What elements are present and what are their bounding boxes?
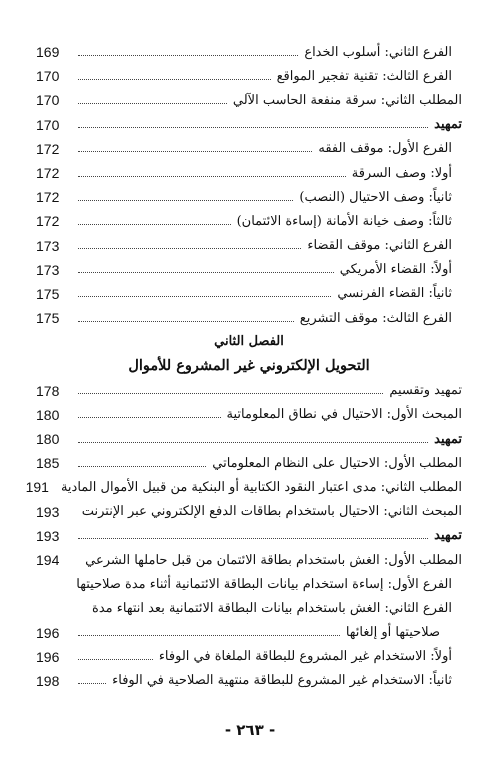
dot-leader <box>78 466 206 467</box>
toc-entry <box>36 185 462 209</box>
toc-entry-page: 196 <box>36 624 60 641</box>
toc-entry-page: 175 <box>36 310 60 327</box>
toc-entry <box>36 524 462 548</box>
toc-entry-title: صلاحيتها أو إلغائها <box>345 625 440 641</box>
toc-entry-title: ثانياً: الاستخدام غير المشروع للبطاقة منتهية الصلاحية في الوفاء <box>112 673 452 689</box>
dot-leader <box>78 659 153 660</box>
toc-entry-page: 169 <box>36 44 60 61</box>
toc-entry-title: تمهيد <box>434 528 462 544</box>
toc-entry-title: المطلب الثاني: سرقة منفعة الحاسب الآلي <box>232 92 462 108</box>
toc-entry <box>36 258 462 282</box>
dot-leader <box>78 103 227 104</box>
toc-entry-title: ثالثاً: وصف خيانة الأمانة (إساءة الائتمان) <box>236 213 452 229</box>
dot-leader <box>78 683 106 684</box>
toc-entry-title: أولاً: القضاء الأمريكي <box>339 262 452 278</box>
toc-entry-page: 196 <box>36 648 60 665</box>
toc-entry-title: المطلب الأول: الغش باستخدام بطاقة الائتمان من قبل حاملها الشرعي <box>85 552 462 568</box>
toc-entry-page: 193 <box>36 503 60 520</box>
toc-entry-page: 191 <box>25 479 49 496</box>
toc-entry-title: تمهيد <box>434 431 462 447</box>
toc-entry-title: الفرع الثالث: موقف التشريع <box>299 310 452 326</box>
toc-entry <box>36 451 462 475</box>
toc-entry-title: أولاً: الاستخدام غير المشروع للبطاقة الملغاة في الوفاء <box>158 649 452 665</box>
dot-leader <box>78 272 334 273</box>
toc-section-1 <box>36 40 462 330</box>
toc-entry-page: 180 <box>36 431 60 448</box>
toc-entry-page: 180 <box>36 406 60 423</box>
page-number-footer: - ٢٦٣ - <box>224 721 276 739</box>
toc-entry <box>36 500 462 524</box>
toc-entry-page: 194 <box>36 552 60 569</box>
toc-entry-title: المطلب الثاني: مدى اعتبار النقود الكتابية أو البنكية من قبيل الأموال المادية <box>60 479 462 495</box>
toc-entry-page: 172 <box>36 140 60 157</box>
toc-entry <box>25 475 462 499</box>
toc-entry <box>36 596 462 620</box>
dot-leader <box>78 296 331 297</box>
toc-entry <box>36 88 462 112</box>
dot-leader <box>78 538 428 539</box>
toc-entry-page: 170 <box>36 92 60 109</box>
toc-entry-page: 173 <box>36 261 60 278</box>
chapter-title: التحويل الإلكتروني غير المشروع للأموال <box>128 357 370 375</box>
toc-entry-title: المبحث الأول: الاحتيال في نطاق المعلوماتية <box>226 407 462 423</box>
dot-leader <box>78 200 293 201</box>
toc-entry <box>36 306 462 330</box>
toc-entry-page: 178 <box>36 382 60 399</box>
dot-leader <box>78 151 312 152</box>
toc-entry-page: 175 <box>36 285 60 302</box>
dot-leader <box>78 248 301 249</box>
toc-entry-page: 172 <box>36 189 60 206</box>
toc-entry <box>36 379 462 403</box>
dot-leader <box>78 635 340 636</box>
toc-section-2 <box>25 379 462 693</box>
toc-entry <box>36 161 462 185</box>
toc-entry <box>36 669 462 693</box>
toc-entry-title: تمهيد <box>434 117 462 133</box>
toc-entry-page: 172 <box>36 165 60 182</box>
toc-entry <box>36 645 462 669</box>
toc-entry <box>36 137 462 161</box>
toc-entry <box>36 64 462 88</box>
dot-leader <box>78 55 298 56</box>
toc-entry-page: 185 <box>36 455 60 472</box>
toc-entry <box>36 572 462 596</box>
toc-entry-title: تمهيد وتقسيم <box>389 383 462 399</box>
toc-entry-page: 173 <box>36 237 60 254</box>
table-of-contents <box>25 40 462 693</box>
toc-entry <box>36 548 462 572</box>
toc-entry <box>36 234 462 258</box>
dot-leader <box>78 79 271 80</box>
toc-entry-title: الفرع الثاني: موقف القضاء <box>307 238 452 254</box>
toc-entry-page: 170 <box>36 68 60 85</box>
toc-entry-page: 170 <box>36 116 60 133</box>
toc-entry-title: الفرع الأول: موقف الفقه <box>318 141 452 157</box>
toc-entry <box>36 403 462 427</box>
toc-entry-page: 193 <box>36 527 60 544</box>
toc-entry-title: الفرع الثاني: الغش باستخدام بيانات البطاقة الائتمانية بعد انتهاء مدة <box>92 600 452 616</box>
toc-entry-title: الفرع الأول: إساءة استخدام بيانات البطاقة الائتمانية أثناء مدة صلاحيتها <box>76 576 452 592</box>
dot-leader <box>78 127 428 128</box>
dot-leader <box>78 176 346 177</box>
toc-entry-title: الفرع الثالث: تقنية تفجير المواقع <box>276 68 452 84</box>
toc-entry-page: 172 <box>36 213 60 230</box>
toc-entry <box>36 282 462 306</box>
toc-entry-title: ثانياً: وصف الاحتيال (النصب) <box>299 189 452 205</box>
dot-leader <box>78 442 428 443</box>
chapter-label: الفصل الثاني <box>214 334 284 350</box>
toc-entry-title: المبحث الثاني: الاحتيال باستخدام بطاقات الدفع الإلكتروني عبر الإنترنت <box>81 504 462 520</box>
toc-entry-title: ثانياً: القضاء الفرنسي <box>337 286 452 302</box>
toc-entry <box>36 113 462 137</box>
dot-leader <box>78 321 294 322</box>
dot-leader <box>78 224 231 225</box>
toc-entry <box>36 40 462 64</box>
dot-leader <box>78 417 221 418</box>
toc-entry <box>36 209 462 233</box>
toc-entry <box>36 621 462 645</box>
toc-entry-title: أولا: وصف السرقة <box>351 165 452 181</box>
toc-entry-title: المطلب الأول: الاحتيال على النظام المعلوماتي <box>212 455 462 471</box>
toc-entry-title: الفرع الثاني: أسلوب الخداع <box>304 44 452 60</box>
toc-entry-page: 198 <box>36 672 60 689</box>
toc-entry <box>36 427 462 451</box>
dot-leader <box>78 393 383 394</box>
